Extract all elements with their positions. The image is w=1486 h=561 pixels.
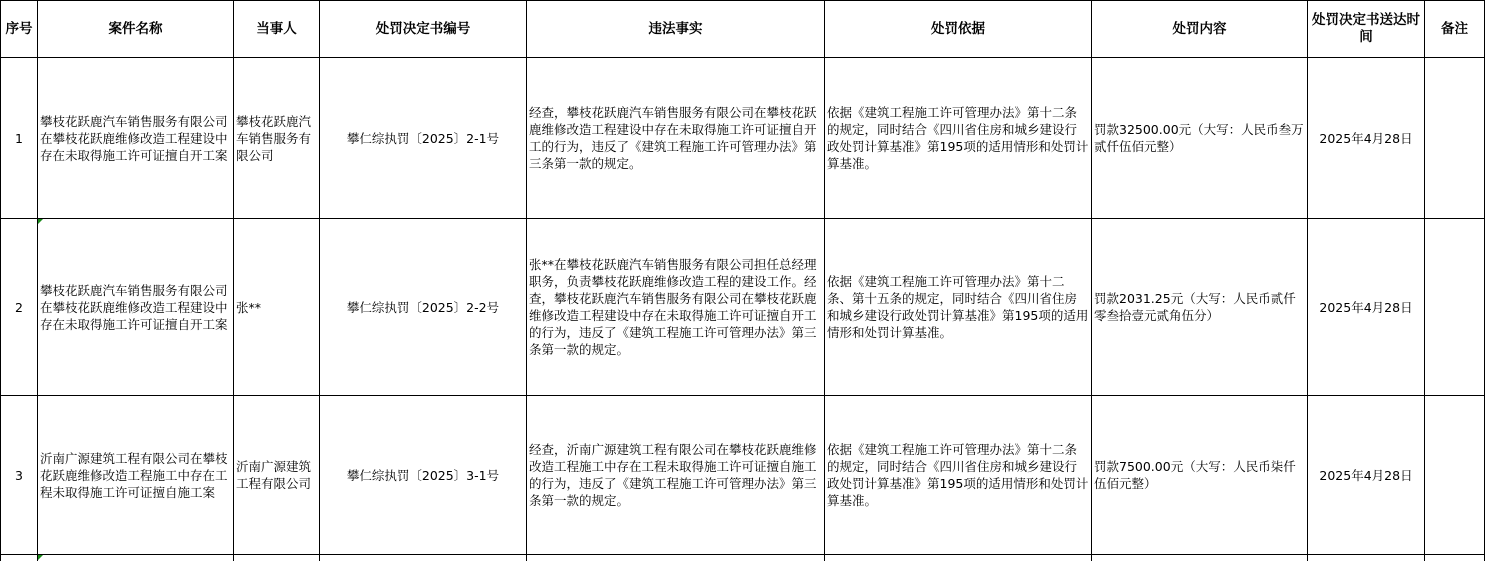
- cell-facts[interactable]: 经查，攀枝花跃鹿汽车销售服务有限公司在攀枝花跃鹿维修改造工程建设中存在未取得施工许可证擅自开工的行为，违反了《建筑工程施工许可管理办法》第三条第一款的规定。: [527, 58, 825, 219]
- header-basis[interactable]: 处罚依据: [825, 1, 1092, 58]
- table-row: [1, 58, 1485, 219]
- cell-content[interactable]: 罚款7500.00元（大写：人民币柒仟伍佰元整）: [1092, 396, 1308, 555]
- cell-basis[interactable]: 依据《建筑工程施工许可管理办法》第十二条的规定，同时结合《四川省住房和城乡建设行政处罚计算基准》第195项的适用情形和处罚计算基准。: [825, 58, 1092, 219]
- cell-empty[interactable]: [527, 555, 825, 561]
- cell-decision-no[interactable]: 攀仁综执罚〔2025〕3-1号: [320, 396, 527, 555]
- cell-case-name[interactable]: [38, 219, 234, 396]
- header-remarks[interactable]: 备注: [1425, 1, 1485, 58]
- cell-party[interactable]: 张**: [234, 219, 320, 396]
- table-row: [1, 219, 1485, 396]
- cell-seq[interactable]: 3: [1, 396, 38, 555]
- cell-delivery-time[interactable]: 2025年4月28日: [1308, 58, 1425, 219]
- cell-empty[interactable]: [38, 555, 234, 561]
- cell-case-name[interactable]: 沂南广源建筑工程有限公司在攀枝花跃鹿维修改造工程施工中存在工程未取得施工许可证擅自施工案: [38, 396, 234, 555]
- cell-remarks[interactable]: [1425, 396, 1485, 555]
- cell-comment-marker: [38, 555, 43, 560]
- cell-empty[interactable]: [1, 555, 38, 561]
- cell-empty[interactable]: [825, 555, 1092, 561]
- cell-seq[interactable]: 2: [1, 219, 38, 396]
- cell-empty[interactable]: [320, 555, 527, 561]
- cell-case-name[interactable]: 攀枝花跃鹿汽车销售服务有限公司在攀枝花跃鹿维修改造工程建设中存在未取得施工许可证擅自开工案: [38, 58, 234, 219]
- header-delivery-time[interactable]: 处罚决定书送达时间: [1308, 1, 1425, 58]
- cell-empty[interactable]: [1425, 555, 1485, 561]
- cell-remarks[interactable]: [1425, 219, 1485, 396]
- cell-empty[interactable]: [234, 555, 320, 561]
- header-content[interactable]: 处罚内容: [1092, 1, 1308, 58]
- cell-case-name-text: 攀枝花跃鹿汽车销售服务有限公司在攀枝花跃鹿维修改造工程建设中存在未取得施工许可证擅自开工案: [40, 283, 228, 332]
- cell-facts[interactable]: 经查，沂南广源建筑工程有限公司在攀枝花跃鹿维修改造工程施工中存在工程未取得施工许可证擅自施工的行为，违反了《建筑工程施工许可管理办法》第三条第一款的规定。: [527, 396, 825, 555]
- cell-content[interactable]: 罚款2031.25元（大写：人民币贰仟零叁拾壹元贰角伍分）: [1092, 219, 1308, 396]
- cell-empty[interactable]: [1308, 555, 1425, 561]
- cell-comment-marker: [38, 219, 43, 224]
- header-row: [1, 1, 1485, 58]
- table-row: [1, 396, 1485, 555]
- cell-basis[interactable]: 依据《建筑工程施工许可管理办法》第十二条的规定，同时结合《四川省住房和城乡建设行政处罚计算基准》第195项的适用情形和处罚计算基准。: [825, 396, 1092, 555]
- header-case-name[interactable]: 案件名称: [38, 1, 234, 58]
- cell-seq[interactable]: 1: [1, 58, 38, 219]
- cell-delivery-time[interactable]: 2025年4月28日: [1308, 219, 1425, 396]
- header-decision-no[interactable]: 处罚决定书编号: [320, 1, 527, 58]
- cell-delivery-time[interactable]: 2025年4月28日: [1308, 396, 1425, 555]
- cell-decision-no[interactable]: 攀仁综执罚〔2025〕2-1号: [320, 58, 527, 219]
- table-row-partial: [1, 555, 1485, 561]
- cell-party[interactable]: 攀枝花跃鹿汽车销售服务有限公司: [234, 58, 320, 219]
- cell-facts[interactable]: 张**在攀枝花跃鹿汽车销售服务有限公司担任总经理职务，负责攀枝花跃鹿维修改造工程的建设工作。经查，攀枝花跃鹿汽车销售服务有限公司在攀枝花跃鹿维修改造工程建设中存在未取得施工许可证擅自开工的行为，违反了《建筑工程施工许可管理办法》第三条第一款的规定。: [527, 219, 825, 396]
- cell-basis[interactable]: 依据《建筑工程施工许可管理办法》第十二条、第十五条的规定，同时结合《四川省住房和城乡建设行政处罚计算基准》第195项的适用情形和处罚计算基准。: [825, 219, 1092, 396]
- header-facts[interactable]: 违法事实: [527, 1, 825, 58]
- cell-empty[interactable]: [1092, 555, 1308, 561]
- header-party[interactable]: 当事人: [234, 1, 320, 58]
- cell-party[interactable]: 沂南广源建筑工程有限公司: [234, 396, 320, 555]
- cell-content[interactable]: 罚款32500.00元（大写：人民币叁万贰仟伍佰元整）: [1092, 58, 1308, 219]
- header-seq[interactable]: 序号: [1, 1, 38, 58]
- cell-decision-no[interactable]: 攀仁综执罚〔2025〕2-2号: [320, 219, 527, 396]
- cell-remarks[interactable]: [1425, 58, 1485, 219]
